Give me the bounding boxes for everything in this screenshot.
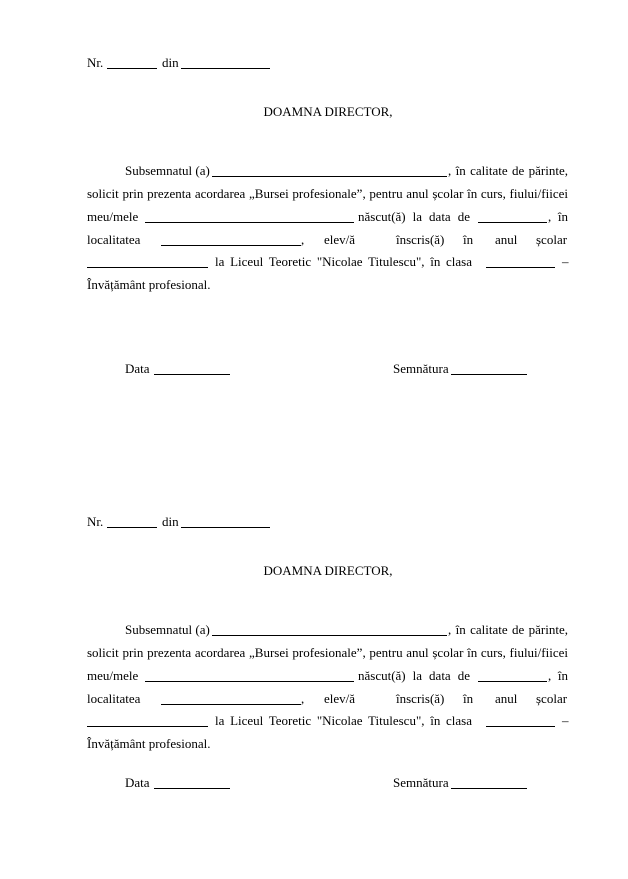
- line3-end: , în: [548, 668, 568, 683]
- line5-end: –: [562, 254, 569, 269]
- sign-date-blank[interactable]: [154, 374, 230, 375]
- class-blank[interactable]: [486, 267, 555, 268]
- signature-blank[interactable]: [451, 374, 527, 375]
- request-form-2: [0, 459, 628, 879]
- word-inscris: înscris(ă): [396, 691, 445, 706]
- locality-blank[interactable]: [161, 245, 301, 246]
- nr-label: Nr.: [87, 55, 104, 70]
- word-scolar: școlar: [536, 232, 568, 247]
- line1-end: , în calitate de părinte,: [448, 622, 568, 637]
- din-label: din: [162, 55, 179, 70]
- comma: ,: [301, 232, 305, 247]
- word-localitatea: localitatea: [87, 232, 141, 247]
- line1-start: Subsemnatul (a): [125, 163, 210, 178]
- child-name-blank[interactable]: [145, 681, 354, 682]
- birth-date-blank[interactable]: [478, 222, 547, 223]
- line6: Învățământ profesional.: [87, 277, 211, 292]
- nr-blank[interactable]: [107, 68, 157, 69]
- date-label: Data: [125, 361, 150, 376]
- word-elev: elev/ă: [324, 691, 356, 706]
- sign-date-blank[interactable]: [154, 788, 230, 789]
- heading: DOAMNA DIRECTOR,: [263, 104, 393, 119]
- school-year-blank[interactable]: [87, 267, 208, 268]
- line6: Învățământ profesional.: [87, 736, 211, 751]
- word-elev: elev/ă: [324, 232, 356, 247]
- heading: DOAMNA DIRECTOR,: [263, 563, 393, 578]
- word-anul: anul: [495, 232, 518, 247]
- date-blank[interactable]: [181, 527, 270, 528]
- request-form-1: [0, 0, 628, 420]
- word-in: în: [463, 691, 474, 706]
- line5-mid: la Liceul Teoretic "Nicolae Titulescu", în clasa: [215, 254, 472, 269]
- line3-mid: născut(ă) la data de: [358, 668, 470, 683]
- word-localitatea: localitatea: [87, 691, 141, 706]
- child-name-blank[interactable]: [145, 222, 354, 223]
- line3-mid: născut(ă) la data de: [358, 209, 470, 224]
- birth-date-blank[interactable]: [478, 681, 547, 682]
- line5-mid: la Liceul Teoretic "Nicolae Titulescu", în clasa: [215, 713, 472, 728]
- class-blank[interactable]: [486, 726, 555, 727]
- line1-end: , în calitate de părinte,: [448, 163, 568, 178]
- comma: ,: [301, 691, 305, 706]
- word-inscris: înscris(ă): [396, 232, 445, 247]
- word-in: în: [463, 232, 474, 247]
- locality-blank[interactable]: [161, 704, 301, 705]
- signature-blank[interactable]: [451, 788, 527, 789]
- line5-end: –: [562, 713, 569, 728]
- line3-end: , în: [548, 209, 568, 224]
- line3-start: meu/mele: [87, 209, 139, 224]
- din-label: din: [162, 514, 179, 529]
- date-blank[interactable]: [181, 68, 270, 69]
- line1-start: Subsemnatul (a): [125, 622, 210, 637]
- nr-blank[interactable]: [107, 527, 157, 528]
- parent-name-blank[interactable]: [212, 176, 447, 177]
- signature-label: Semnătura: [393, 361, 449, 376]
- word-anul: anul: [495, 691, 518, 706]
- school-year-blank[interactable]: [87, 726, 208, 727]
- signature-label: Semnătura: [393, 775, 449, 790]
- word-scolar: școlar: [536, 691, 568, 706]
- parent-name-blank[interactable]: [212, 635, 447, 636]
- date-label: Data: [125, 775, 150, 790]
- line2: solicit prin prezenta acordarea „Bursei profesionale”, pentru anul școlar în curs, fiului/fiicei: [87, 186, 568, 201]
- nr-label: Nr.: [87, 514, 104, 529]
- line3-start: meu/mele: [87, 668, 139, 683]
- line2: solicit prin prezenta acordarea „Bursei profesionale”, pentru anul școlar în curs, fiului/fiicei: [87, 645, 568, 660]
